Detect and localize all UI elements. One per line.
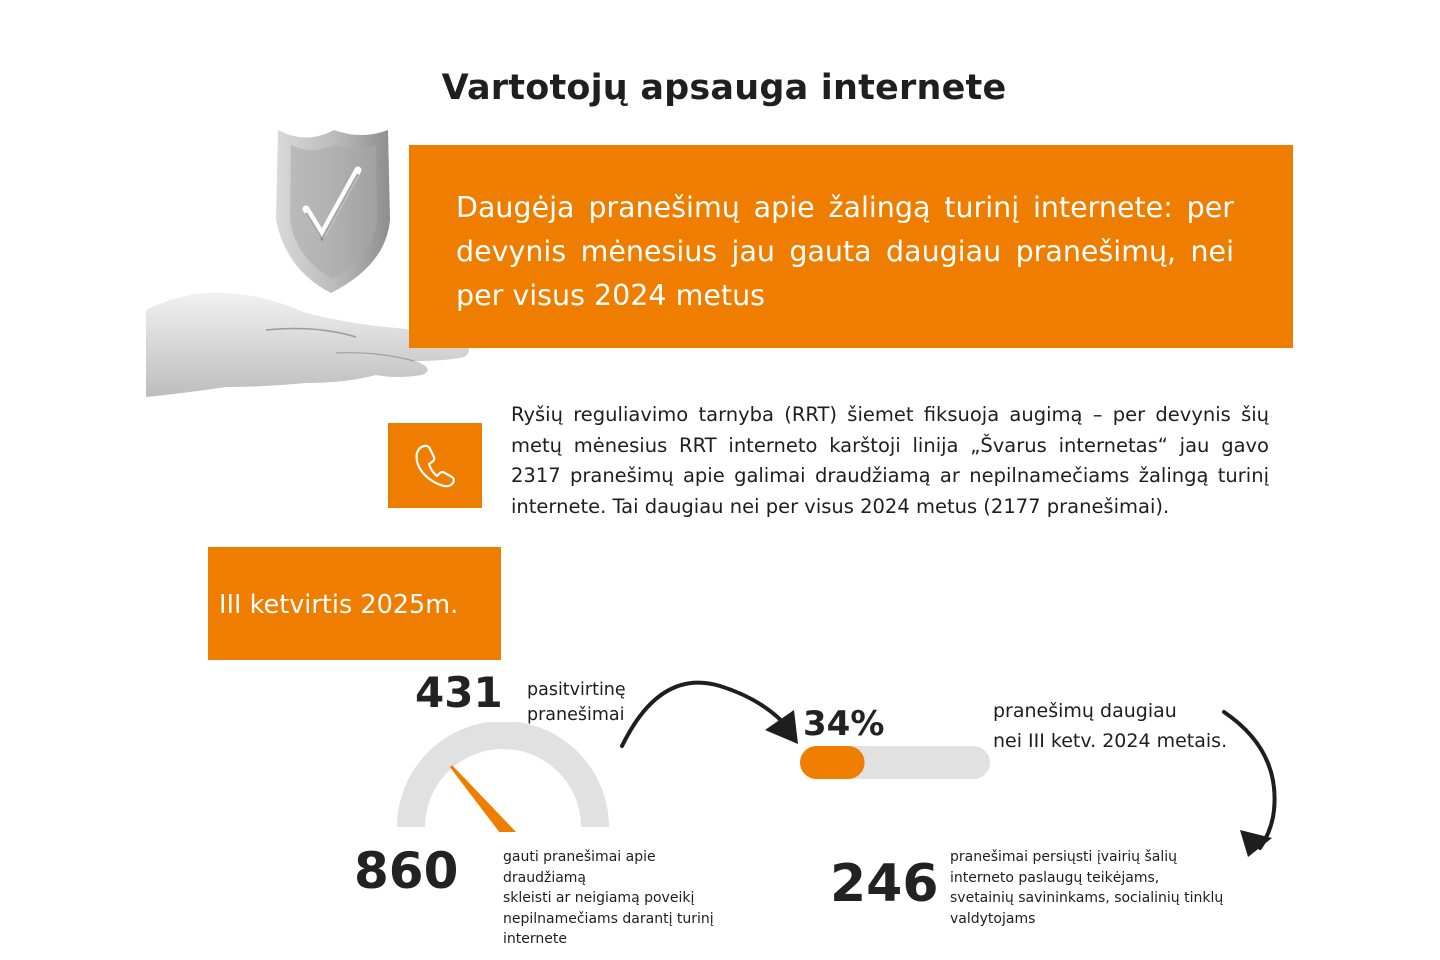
confirmed-count: 431: [415, 668, 503, 717]
received-label-line: internete: [503, 931, 567, 947]
gauge-track: [411, 735, 595, 827]
headline-text: Daugėja pranešimų apie žalingą turinį internete: per devynis mėnesius jau gauta daugiau pranešimų, nei per visus 2024 metus: [456, 191, 1234, 312]
forwarded-count: 246: [830, 854, 939, 914]
phone-icon: [410, 440, 460, 490]
forwarded-label-line: interneto paslaugų teikėjams,: [950, 869, 1160, 886]
received-count: 860: [354, 842, 459, 900]
increase-percent: 34%: [803, 704, 885, 744]
forwarded-label-line: svetainių savininkams, socialinių tinklų: [950, 890, 1224, 906]
received-label-line: skleisti ar neigiamą poveikį: [503, 890, 695, 906]
confirmed-label: pasitvirtinę pranešimai: [527, 680, 626, 725]
body-paragraph: Ryšių reguliavimo tarnyba (RRT) šiemet fiksuoja augimą – per devynis šių metų mėnesius RRT interneto karštoji linija „Švarus internetas“ jau gavo 2317 pranešimų apie galimai draudžiamą ar nepilnamečiams žalingą turinį internete. Tai daugiau nei per visus 2024 metus (2177 pranešimai).: [511, 403, 1269, 518]
progress-fill: [800, 746, 865, 779]
page-title: Vartotojų apsauga internete: [441, 68, 1007, 108]
progress-bar: [800, 746, 990, 779]
gauge-needle: [450, 765, 520, 832]
phone-badge: [388, 423, 482, 508]
increase-label-line: nei III ketv. 2024 metais.: [993, 730, 1228, 752]
received-label-line: nepilnamečiams darantį turinį: [503, 910, 714, 927]
quarter-label: III ketvirtis 2025m.: [219, 590, 459, 620]
received-label: [503, 847, 723, 950]
forwarded-label-line: valdytojams: [950, 910, 1036, 927]
forwarded-label: [950, 847, 1240, 929]
gauge-chart: [396, 722, 610, 832]
curved-arrow-icon: [600, 668, 820, 778]
increase-label-line: pranešimų daugiau: [993, 700, 1177, 722]
received-label-line: gauti pranešimai apie draudžiamą: [503, 849, 656, 886]
forwarded-label-line: pranešimai persiųsti įvairių šalių: [950, 849, 1178, 865]
curved-arrow-down-icon: [1210, 700, 1300, 865]
shield-check-icon: [276, 130, 390, 293]
